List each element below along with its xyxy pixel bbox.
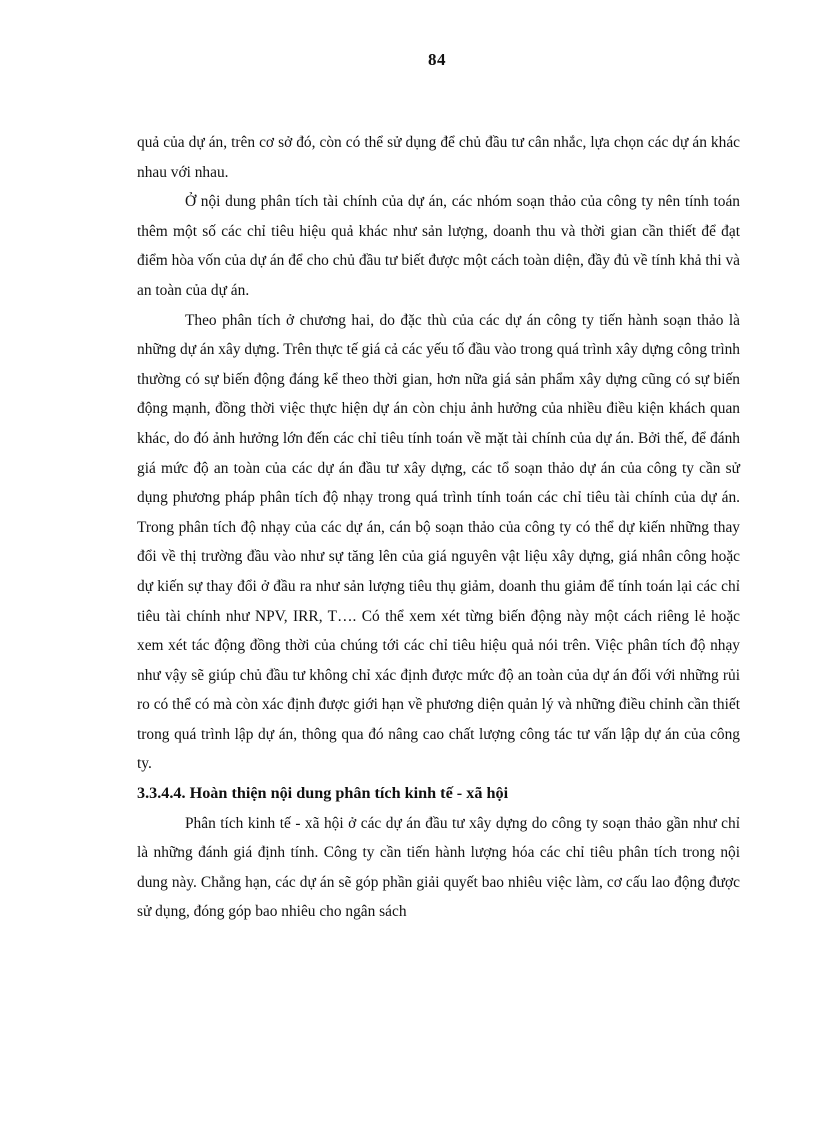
- document-body: [137, 128, 740, 927]
- paragraph-continuation: quả của dự án, trên cơ sở đó, còn có thể sử dụng để chủ đầu tư cân nhắc, lựa chọn các dự án khác nhau với nhau.: [137, 134, 740, 181]
- page-number: 84: [428, 50, 446, 69]
- paragraph-sensitivity-analysis: Theo phân tích ở chương hai, do đặc thù của các dự án công ty tiến hành soạn thảo là những dự án xây dựng. Trên thực tế giá cả các yếu tố đầu vào trong quá trình xây dựng công trình thường có sự biến động đáng kể theo thời gian, hơn nữa giá sản phẩm xây dựng cũng có sự biến động mạnh, đồng thời việc thực hiện dự án còn chịu ảnh hưởng của nhiều điều kiện khách quan khác, do đó ảnh hưởng lớn đến các chỉ tiêu tính toán về mặt tài chính của dự án. Bởi thế, để đánh giá mức độ an toàn của các dự án đầu tư xây dựng, các tổ soạn thảo dự án của công ty cần sử dụng phương pháp phân tích độ nhạy trong quá trình tính toán các chỉ tiêu tài chính của dự án. Trong phân tích độ nhạy của các dự án, cán bộ soạn thảo của công ty có thể dự kiến những thay đổi về thị trường đầu vào như sự tăng lên của giá nguyên vật liệu xây dựng, giá nhân công hoặc dự kiến sự thay đổi ở đầu ra như sản lượng tiêu thụ giảm, doanh thu giảm để tính toán lại các chỉ tiêu tài chính như NPV, IRR, T…. Có thể xem xét từng biến động này một cách riêng lẻ hoặc xem xét tác động đồng thời của chúng tới các chỉ tiêu hiệu quả nói trên. Việc phân tích độ nhạy như vậy sẽ giúp chủ đầu tư không chỉ xác định được mức độ an toàn của dự án đối với những rủi ro có thể có mà còn xác định được giới hạn về phương diện quản lý và những điều chỉnh cần thiết trong quá trình lập dự án, thông qua đó nâng cao chất lượng công tác tư vấn lập dự án của công ty.: [137, 311, 740, 773]
- section-heading: 3.3.4.4. Hoàn thiện nội dung phân tích kinh tế - xã hội: [137, 784, 509, 803]
- paragraph-financial-analysis: Ở nội dung phân tích tài chính của dự án, các nhóm soạn thảo của công ty nên tính toán thêm một số các chỉ tiêu hiệu quả khác như sản lượng, doanh thu và thời gian cần thiết để đạt điểm hòa vốn của dự án để cho chủ đầu tư biết được một cách toàn diện, đầy đủ về tính khả thi và an toàn của dự án.: [137, 193, 740, 299]
- paragraph-socioeconomic-analysis: Phân tích kinh tế - xã hội ở các dự án đầu tư xây dựng do công ty soạn thảo gần như chỉ là những đánh giá định tính. Công ty cần tiến hành lượng hóa các chỉ tiêu phân tích trong nội dung này. Chẳng hạn, các dự án sẽ góp phần giải quyết bao nhiêu việc làm, cơ cấu lao động được sử dụng, đóng góp bao nhiêu cho ngân sách: [137, 814, 740, 921]
